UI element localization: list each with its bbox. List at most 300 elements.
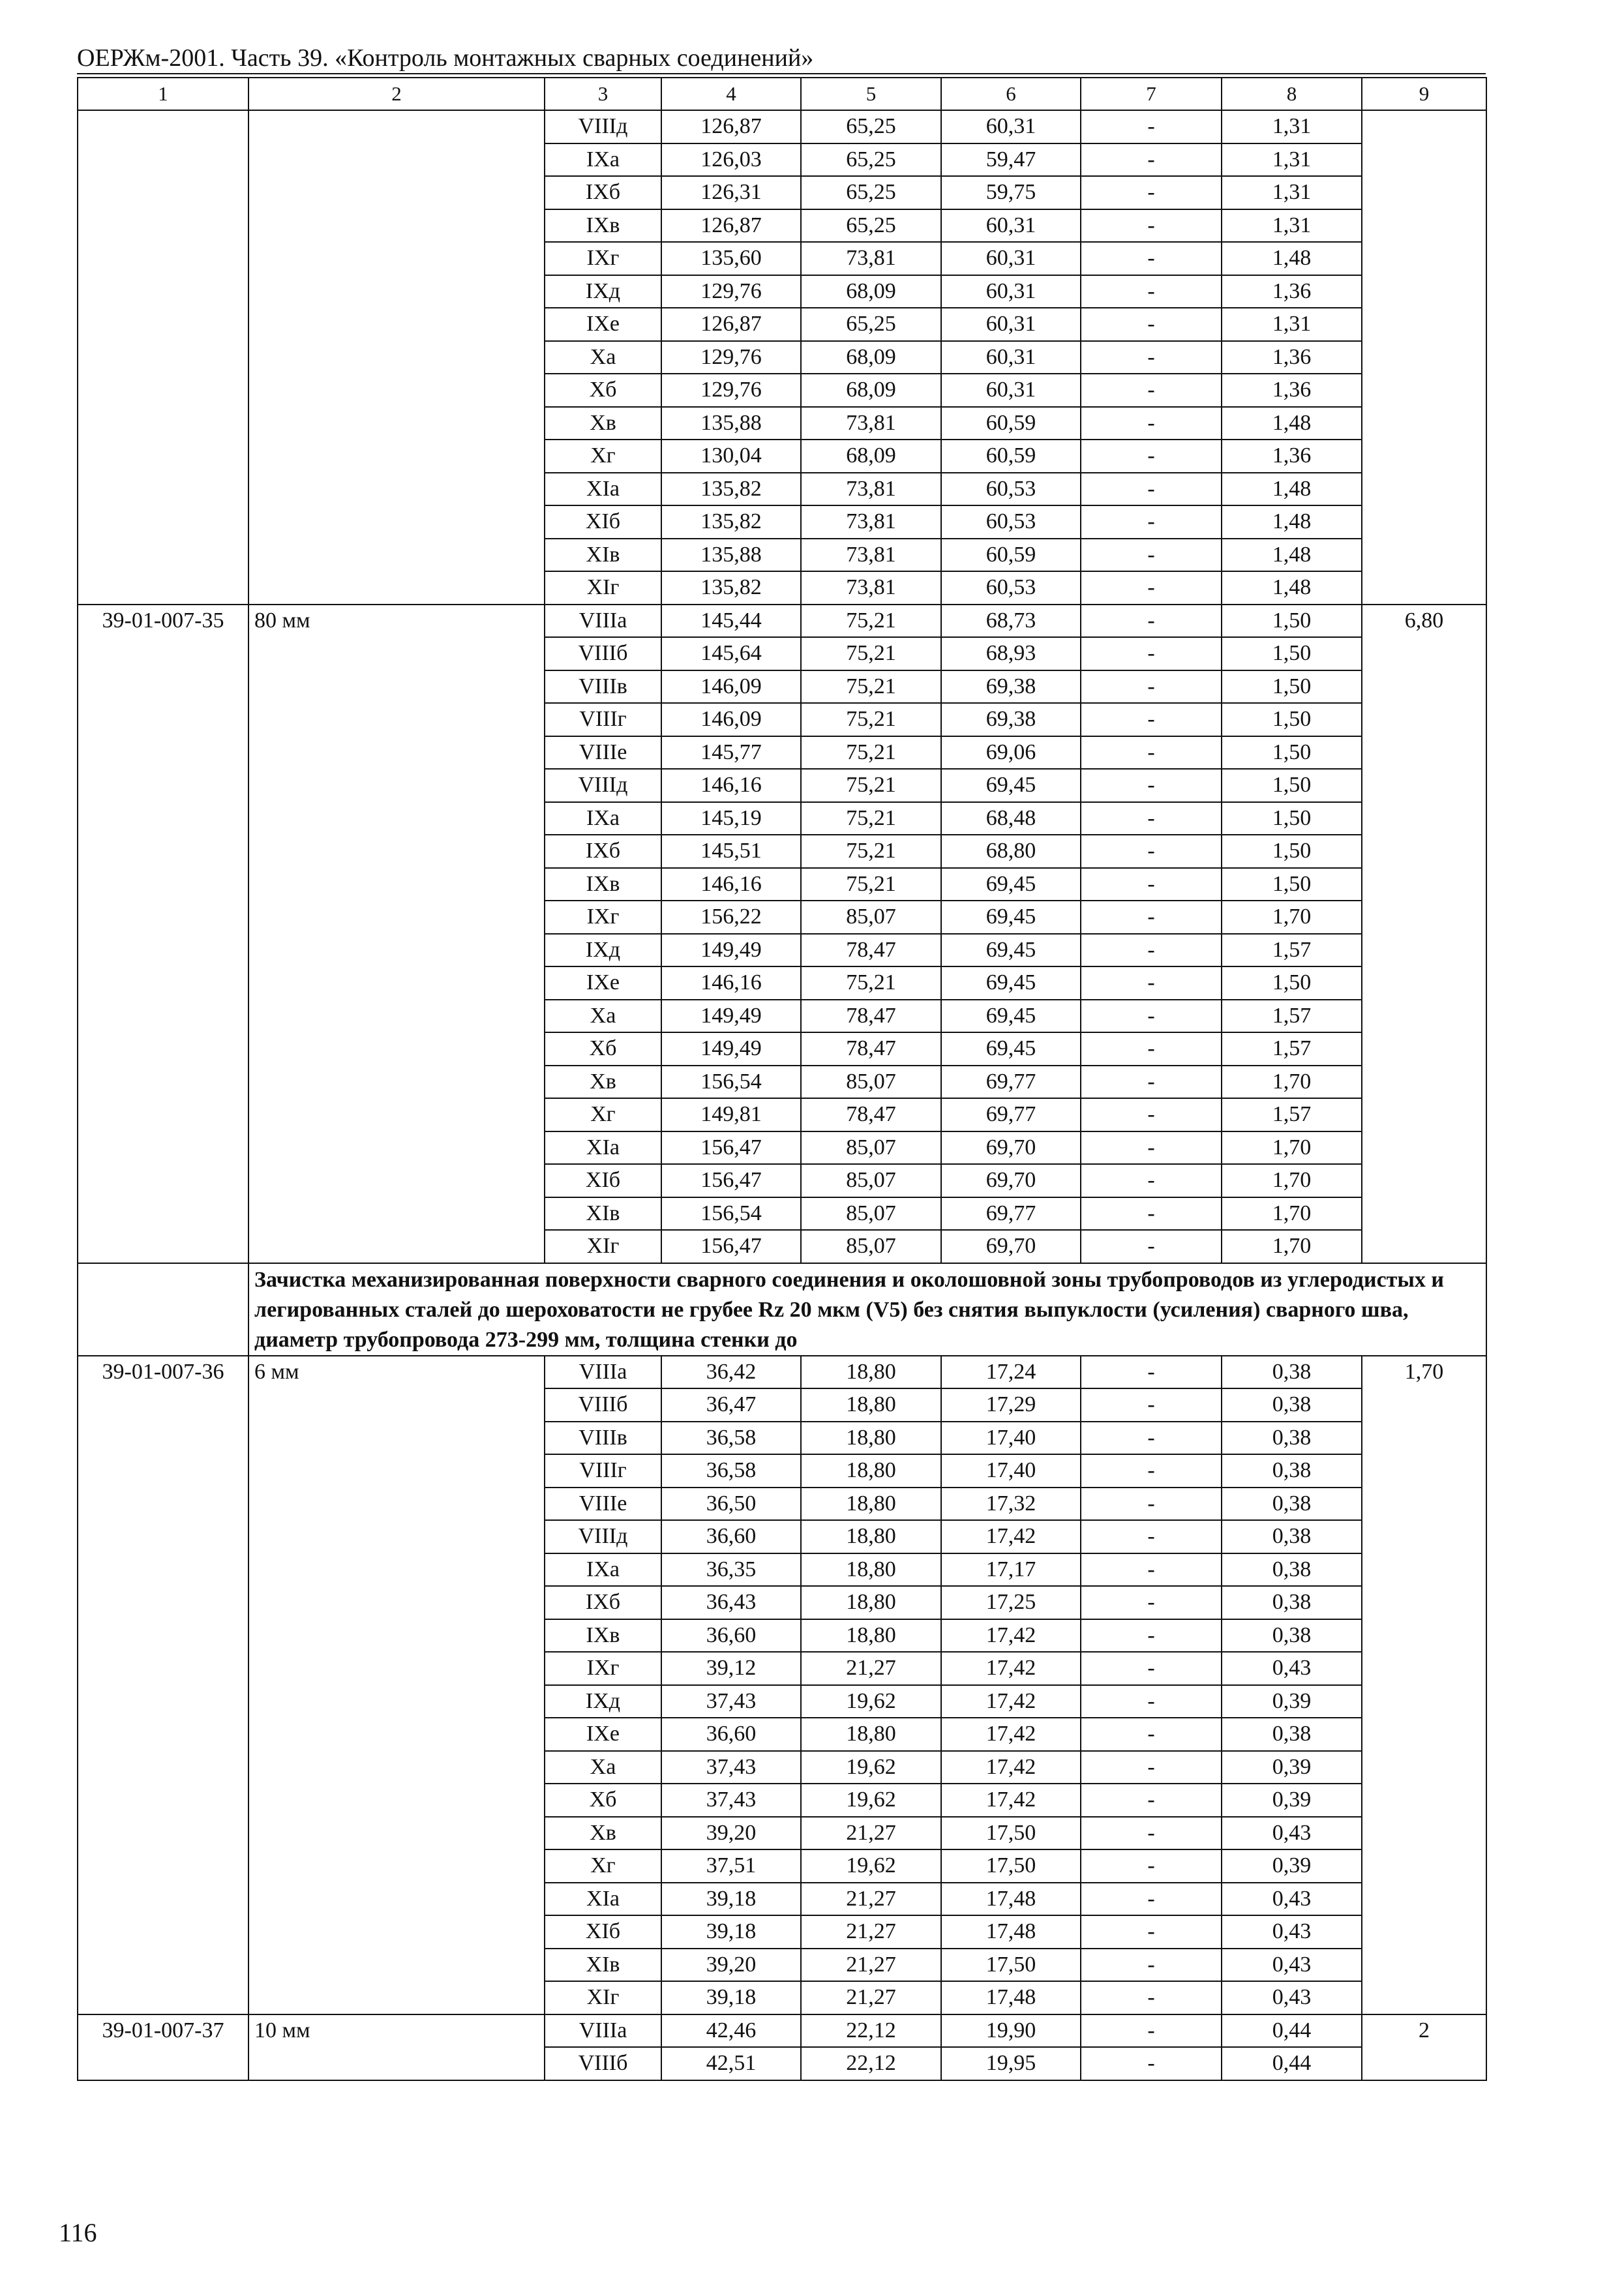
- cell-col-3: Xв: [545, 1066, 661, 1099]
- cell-col-4: 39,18: [661, 1981, 801, 2014]
- thickness-param: 10 мм: [248, 2014, 545, 2080]
- cell-col-7: -: [1081, 901, 1222, 934]
- cell-col-8: 1,31: [1222, 110, 1362, 143]
- cell-col-6: 60,59: [941, 407, 1081, 440]
- cell-col-5: 19,62: [801, 1784, 941, 1817]
- cell-col-7: -: [1081, 1066, 1222, 1099]
- cell-col-5: 18,80: [801, 1488, 941, 1521]
- cell-col-3: VIIIд: [545, 110, 661, 143]
- rate-code: 39-01-007-36: [78, 1356, 248, 2014]
- cell-col-6: 17,42: [941, 1520, 1081, 1553]
- cell-col-5: 75,21: [801, 769, 941, 802]
- cell-col-5: 19,62: [801, 1751, 941, 1784]
- cell-col-7: -: [1081, 966, 1222, 1000]
- cell-col-8: 0,38: [1222, 1619, 1362, 1653]
- cell-col-8: 1,50: [1222, 637, 1362, 670]
- cell-col-5: 75,21: [801, 637, 941, 670]
- cell-col-4: 149,49: [661, 1032, 801, 1066]
- cell-col-3: IXд: [545, 275, 661, 308]
- cell-col-3: IXг: [545, 242, 661, 275]
- cell-col-3: IXе: [545, 966, 661, 1000]
- cell-col-8: 1,31: [1222, 308, 1362, 341]
- cell-col-4: 129,76: [661, 374, 801, 407]
- cell-col-3: Xг: [545, 1098, 661, 1131]
- cell-col-7: -: [1081, 505, 1222, 539]
- cell-col-3: Xв: [545, 407, 661, 440]
- cell-col-3: XIа: [545, 1883, 661, 1916]
- cell-col-6: 17,32: [941, 1488, 1081, 1521]
- cell-col-3: IXд: [545, 934, 661, 967]
- cell-col-5: 18,80: [801, 1454, 941, 1488]
- cell-col-5: 18,80: [801, 1619, 941, 1653]
- cell-col-8: 0,43: [1222, 1915, 1362, 1949]
- cell-col-7: -: [1081, 1981, 1222, 2014]
- cell-col-3: Xг: [545, 1849, 661, 1883]
- section-title: Зачистка механизированная поверхности сварного соединения и околошовной зоны трубопроводов из углеродистых и легированных сталей до шероховатости не грубее Rz 20 мкм (V5) без снятия выпуклости (усиления) сварного шва, диаметр трубопровода 273-299 мм, толщина стенки до: [248, 1263, 1486, 1356]
- cell-col-5: 73,81: [801, 407, 941, 440]
- cell-col-7: -: [1081, 1915, 1222, 1949]
- cell-col-8: 1,36: [1222, 440, 1362, 473]
- col-number: 3: [545, 78, 661, 110]
- cell-col-5: 18,80: [801, 1422, 941, 1455]
- cell-col-4: 39,20: [661, 1949, 801, 1982]
- col-number: 7: [1081, 78, 1222, 110]
- cell-col-7: -: [1081, 1652, 1222, 1685]
- cell-col-3: VIIIа: [545, 1356, 661, 1389]
- cell-col-7: -: [1081, 1784, 1222, 1817]
- cell-col-6: 60,31: [941, 341, 1081, 374]
- cell-col-4: 129,76: [661, 275, 801, 308]
- cell-col-8: 1,50: [1222, 868, 1362, 901]
- cell-col-6: 17,42: [941, 1784, 1081, 1817]
- cell-col-7: -: [1081, 1197, 1222, 1231]
- cell-col-5: 19,62: [801, 1849, 941, 1883]
- cell-col-6: 60,59: [941, 440, 1081, 473]
- cell-col-5: 21,27: [801, 1915, 941, 1949]
- cell-col-6: 17,24: [941, 1356, 1081, 1389]
- cell-col-7: -: [1081, 407, 1222, 440]
- cell-col-7: -: [1081, 1000, 1222, 1033]
- cell-col-8: 1,50: [1222, 769, 1362, 802]
- cell-col-3: XIб: [545, 505, 661, 539]
- cell-col-7: -: [1081, 176, 1222, 209]
- cell-col-6: 60,31: [941, 374, 1081, 407]
- cell-col-4: 126,87: [661, 110, 801, 143]
- cell-col-6: 68,73: [941, 605, 1081, 638]
- cell-col-4: 39,18: [661, 1915, 801, 1949]
- cell-col-5: 19,62: [801, 1685, 941, 1718]
- cell-col-5: 18,80: [801, 1553, 941, 1587]
- cell-col-3: IXа: [545, 143, 661, 177]
- cell-col-5: 73,81: [801, 242, 941, 275]
- cell-col-6: 17,25: [941, 1586, 1081, 1619]
- cell-col-5: 75,21: [801, 868, 941, 901]
- cell-col-8: 0,39: [1222, 1784, 1362, 1817]
- cell-col-7: -: [1081, 1454, 1222, 1488]
- cell-col-3: XIб: [545, 1164, 661, 1197]
- cell-col-5: 21,27: [801, 1981, 941, 2014]
- cell-col-4: 156,47: [661, 1131, 801, 1165]
- cell-col-3: IXб: [545, 176, 661, 209]
- col-number: 8: [1222, 78, 1362, 110]
- cell-col-4: 36,43: [661, 1586, 801, 1619]
- cell-col-7: -: [1081, 209, 1222, 243]
- cell-col-5: 68,09: [801, 275, 941, 308]
- cell-col-3: Xб: [545, 1784, 661, 1817]
- cell-col-7: -: [1081, 440, 1222, 473]
- cell-col-3: VIIIв: [545, 1422, 661, 1455]
- cell-col-5: 18,80: [801, 1356, 941, 1389]
- cell-col-8: 0,44: [1222, 2047, 1362, 2080]
- cell-col-3: XIа: [545, 473, 661, 506]
- cell-col-3: XIг: [545, 1230, 661, 1263]
- col-number: 2: [248, 78, 545, 110]
- cell-col-4: 145,77: [661, 736, 801, 770]
- cell-col-4: 130,04: [661, 440, 801, 473]
- cell-col-7: -: [1081, 1164, 1222, 1197]
- cell-col-3: XIа: [545, 1131, 661, 1165]
- cell-col-6: 17,42: [941, 1718, 1081, 1751]
- cell-col-5: 18,80: [801, 1388, 941, 1422]
- cell-col-8: 1,36: [1222, 374, 1362, 407]
- cell-col-5: 73,81: [801, 571, 941, 605]
- cell-col-4: 36,60: [661, 1520, 801, 1553]
- cell-col-4: 37,43: [661, 1784, 801, 1817]
- cell-col-3: VIIIг: [545, 703, 661, 736]
- cell-col-4: 135,88: [661, 539, 801, 572]
- cell-col-4: 126,03: [661, 143, 801, 177]
- cell-col-7: -: [1081, 1718, 1222, 1751]
- cell-col-4: 146,16: [661, 769, 801, 802]
- cell-col-6: 69,38: [941, 703, 1081, 736]
- cell-col-4: 39,18: [661, 1883, 801, 1916]
- cell-col-5: 65,25: [801, 110, 941, 143]
- cell-col-3: IXе: [545, 308, 661, 341]
- cell-col-7: -: [1081, 670, 1222, 704]
- cell-col-6: 69,70: [941, 1164, 1081, 1197]
- cell-col-5: 78,47: [801, 1000, 941, 1033]
- cell-col-8: 1,50: [1222, 703, 1362, 736]
- cell-col-8: 0,44: [1222, 2014, 1362, 2048]
- cell-col-5: 68,09: [801, 341, 941, 374]
- cell-col-6: 69,70: [941, 1131, 1081, 1165]
- cell-col-8: 0,39: [1222, 1685, 1362, 1718]
- table-row: [78, 110, 1486, 143]
- cell-col-6: 17,50: [941, 1817, 1081, 1850]
- cell-col-6: 60,53: [941, 473, 1081, 506]
- thickness-param: [248, 110, 545, 605]
- cell-col-7: -: [1081, 1098, 1222, 1131]
- cell-col-7: -: [1081, 1230, 1222, 1263]
- cell-col-6: 17,40: [941, 1422, 1081, 1455]
- column-number-row: [78, 78, 1486, 110]
- cell-col-6: 59,47: [941, 143, 1081, 177]
- table-row: [78, 1356, 1486, 1389]
- cell-col-4: 42,51: [661, 2047, 801, 2080]
- cell-col-5: 75,21: [801, 605, 941, 638]
- cell-col-6: 60,31: [941, 275, 1081, 308]
- cell-col-8: 1,70: [1222, 1066, 1362, 1099]
- cell-col-7: -: [1081, 703, 1222, 736]
- cell-col-6: 17,42: [941, 1685, 1081, 1718]
- cell-col-3: VIIIд: [545, 769, 661, 802]
- cell-col-6: 68,48: [941, 802, 1081, 835]
- section-empty-cell: [78, 1263, 248, 1356]
- table-body: [78, 110, 1486, 2080]
- column-9-value: 6,80: [1362, 605, 1486, 1263]
- cell-col-5: 85,07: [801, 1066, 941, 1099]
- cell-col-8: 1,48: [1222, 505, 1362, 539]
- cell-col-3: VIIIб: [545, 637, 661, 670]
- cell-col-6: 59,75: [941, 176, 1081, 209]
- cell-col-8: 1,70: [1222, 1197, 1362, 1231]
- cell-col-4: 37,43: [661, 1685, 801, 1718]
- cell-col-6: 17,50: [941, 1849, 1081, 1883]
- cell-col-4: 145,44: [661, 605, 801, 638]
- cell-col-5: 85,07: [801, 901, 941, 934]
- cell-col-4: 156,54: [661, 1066, 801, 1099]
- cell-col-7: -: [1081, 275, 1222, 308]
- cell-col-6: 17,50: [941, 1949, 1081, 1982]
- cell-col-6: 60,59: [941, 539, 1081, 572]
- cell-col-5: 78,47: [801, 934, 941, 967]
- cell-col-8: 0,38: [1222, 1388, 1362, 1422]
- cell-col-4: 36,42: [661, 1356, 801, 1389]
- cell-col-6: 60,31: [941, 110, 1081, 143]
- cell-col-5: 75,21: [801, 802, 941, 835]
- cell-col-3: XIг: [545, 571, 661, 605]
- thickness-param: 80 мм: [248, 605, 545, 1263]
- cell-col-6: 69,06: [941, 736, 1081, 770]
- cell-col-6: 17,48: [941, 1883, 1081, 1916]
- cell-col-6: 17,42: [941, 1619, 1081, 1653]
- cell-col-3: XIв: [545, 1197, 661, 1231]
- cell-col-3: Xа: [545, 1751, 661, 1784]
- cell-col-7: -: [1081, 1488, 1222, 1521]
- cell-col-6: 17,48: [941, 1981, 1081, 2014]
- cell-col-5: 85,07: [801, 1131, 941, 1165]
- cell-col-7: -: [1081, 802, 1222, 835]
- cell-col-4: 36,58: [661, 1454, 801, 1488]
- cell-col-6: 60,53: [941, 505, 1081, 539]
- cell-col-3: IXг: [545, 1652, 661, 1685]
- cell-col-8: 0,38: [1222, 1488, 1362, 1521]
- cell-col-4: 156,54: [661, 1197, 801, 1231]
- cell-col-4: 36,35: [661, 1553, 801, 1587]
- cell-col-3: VIIIб: [545, 1388, 661, 1422]
- cell-col-7: -: [1081, 1422, 1222, 1455]
- cell-col-3: Xб: [545, 1032, 661, 1066]
- cell-col-4: 146,16: [661, 966, 801, 1000]
- cell-col-4: 149,49: [661, 1000, 801, 1033]
- cell-col-5: 75,21: [801, 703, 941, 736]
- cell-col-3: IXв: [545, 209, 661, 243]
- cell-col-6: 17,17: [941, 1553, 1081, 1587]
- cell-col-6: 19,95: [941, 2047, 1081, 2080]
- cell-col-7: -: [1081, 1619, 1222, 1653]
- cell-col-8: 0,43: [1222, 1981, 1362, 2014]
- cell-col-8: 0,39: [1222, 1849, 1362, 1883]
- cell-col-4: 135,88: [661, 407, 801, 440]
- cell-col-6: 69,77: [941, 1098, 1081, 1131]
- cell-col-5: 18,80: [801, 1718, 941, 1751]
- cell-col-6: 17,42: [941, 1652, 1081, 1685]
- cell-col-7: -: [1081, 110, 1222, 143]
- cell-col-6: 17,29: [941, 1388, 1081, 1422]
- cell-col-8: 0,38: [1222, 1718, 1362, 1751]
- cell-col-6: 17,40: [941, 1454, 1081, 1488]
- table-row: [78, 2014, 1486, 2048]
- cell-col-7: -: [1081, 1586, 1222, 1619]
- cell-col-8: 0,43: [1222, 1883, 1362, 1916]
- cell-col-4: 135,82: [661, 571, 801, 605]
- cell-col-3: VIIIд: [545, 1520, 661, 1553]
- section-heading-row: [78, 1263, 1486, 1356]
- cell-col-8: 1,36: [1222, 275, 1362, 308]
- cell-col-5: 21,27: [801, 1883, 941, 1916]
- cell-col-8: 1,48: [1222, 473, 1362, 506]
- cell-col-8: 0,43: [1222, 1949, 1362, 1982]
- cell-col-3: Xв: [545, 1817, 661, 1850]
- cell-col-3: XIв: [545, 1949, 661, 1982]
- cell-col-5: 65,25: [801, 209, 941, 243]
- cell-col-8: 1,50: [1222, 605, 1362, 638]
- cell-col-8: 0,43: [1222, 1817, 1362, 1850]
- cell-col-3: VIIIа: [545, 605, 661, 638]
- cell-col-7: -: [1081, 868, 1222, 901]
- cell-col-5: 65,25: [801, 143, 941, 177]
- cell-col-8: 1,31: [1222, 209, 1362, 243]
- cell-col-8: 1,70: [1222, 901, 1362, 934]
- cell-col-7: -: [1081, 143, 1222, 177]
- cell-col-3: IXб: [545, 835, 661, 868]
- cell-col-5: 18,80: [801, 1520, 941, 1553]
- cell-col-5: 21,27: [801, 1652, 941, 1685]
- cell-col-8: 1,70: [1222, 1230, 1362, 1263]
- cell-col-3: VIIIг: [545, 1454, 661, 1488]
- cell-col-4: 42,46: [661, 2014, 801, 2048]
- cell-col-4: 126,87: [661, 209, 801, 243]
- cell-col-3: IXа: [545, 1553, 661, 1587]
- rates-table: [77, 77, 1487, 2081]
- cell-col-7: -: [1081, 374, 1222, 407]
- cell-col-6: 69,45: [941, 1000, 1081, 1033]
- cell-col-3: VIIIа: [545, 2014, 661, 2048]
- cell-col-8: 0,39: [1222, 1751, 1362, 1784]
- cell-col-3: VIIIе: [545, 1488, 661, 1521]
- cell-col-4: 135,60: [661, 242, 801, 275]
- cell-col-5: 75,21: [801, 966, 941, 1000]
- cell-col-3: VIIIв: [545, 670, 661, 704]
- cell-col-6: 68,80: [941, 835, 1081, 868]
- cell-col-4: 156,22: [661, 901, 801, 934]
- col-number: 4: [661, 78, 801, 110]
- cell-col-6: 69,45: [941, 868, 1081, 901]
- cell-col-6: 17,48: [941, 1915, 1081, 1949]
- cell-col-6: 17,42: [941, 1751, 1081, 1784]
- cell-col-7: -: [1081, 308, 1222, 341]
- cell-col-4: 36,50: [661, 1488, 801, 1521]
- cell-col-4: 145,51: [661, 835, 801, 868]
- cell-col-3: Xг: [545, 440, 661, 473]
- cell-col-5: 78,47: [801, 1032, 941, 1066]
- cell-col-3: Xб: [545, 374, 661, 407]
- thickness-param: 6 мм: [248, 1356, 545, 2014]
- cell-col-4: 146,16: [661, 868, 801, 901]
- cell-col-5: 68,09: [801, 440, 941, 473]
- cell-col-7: -: [1081, 2014, 1222, 2048]
- col-number: 1: [78, 78, 248, 110]
- cell-col-7: -: [1081, 341, 1222, 374]
- cell-col-4: 149,49: [661, 934, 801, 967]
- cell-col-7: -: [1081, 736, 1222, 770]
- cell-col-5: 21,27: [801, 1949, 941, 1982]
- cell-col-7: -: [1081, 1883, 1222, 1916]
- cell-col-7: -: [1081, 835, 1222, 868]
- col-number: 6: [941, 78, 1081, 110]
- cell-col-7: -: [1081, 539, 1222, 572]
- cell-col-6: 69,45: [941, 966, 1081, 1000]
- cell-col-8: 0,38: [1222, 1422, 1362, 1455]
- cell-col-6: 69,45: [941, 1032, 1081, 1066]
- cell-col-4: 36,60: [661, 1619, 801, 1653]
- cell-col-8: 1,50: [1222, 835, 1362, 868]
- column-9-value: 2: [1362, 2014, 1486, 2080]
- cell-col-4: 36,58: [661, 1422, 801, 1455]
- cell-col-5: 85,07: [801, 1230, 941, 1263]
- cell-col-6: 60,53: [941, 571, 1081, 605]
- cell-col-7: -: [1081, 934, 1222, 967]
- cell-col-8: 0,38: [1222, 1553, 1362, 1587]
- cell-col-8: 1,50: [1222, 966, 1362, 1000]
- cell-col-4: 135,82: [661, 505, 801, 539]
- cell-col-7: -: [1081, 571, 1222, 605]
- cell-col-8: 1,31: [1222, 176, 1362, 209]
- cell-col-4: 135,82: [661, 473, 801, 506]
- table-row: [78, 605, 1486, 638]
- cell-col-7: -: [1081, 637, 1222, 670]
- cell-col-8: 1,36: [1222, 341, 1362, 374]
- cell-col-5: 73,81: [801, 473, 941, 506]
- cell-col-5: 22,12: [801, 2014, 941, 2048]
- cell-col-4: 129,76: [661, 341, 801, 374]
- cell-col-8: 1,48: [1222, 242, 1362, 275]
- cell-col-6: 19,90: [941, 2014, 1081, 2048]
- cell-col-7: -: [1081, 1751, 1222, 1784]
- cell-col-8: 1,31: [1222, 143, 1362, 177]
- cell-col-6: 69,77: [941, 1066, 1081, 1099]
- cell-col-3: IXв: [545, 868, 661, 901]
- cell-col-8: 1,50: [1222, 736, 1362, 770]
- cell-col-8: 1,57: [1222, 1098, 1362, 1131]
- cell-col-5: 65,25: [801, 176, 941, 209]
- cell-col-4: 39,20: [661, 1817, 801, 1850]
- cell-col-3: IXв: [545, 1619, 661, 1653]
- cell-col-7: -: [1081, 1849, 1222, 1883]
- cell-col-8: 1,57: [1222, 934, 1362, 967]
- cell-col-4: 37,43: [661, 1751, 801, 1784]
- cell-col-5: 75,21: [801, 736, 941, 770]
- cell-col-8: 0,38: [1222, 1520, 1362, 1553]
- page-header: ОЕРЖм-2001. Часть 39. «Контроль монтажных сварных соединений»: [77, 44, 814, 72]
- rate-code: [78, 110, 248, 605]
- cell-col-6: 60,31: [941, 209, 1081, 243]
- cell-col-5: 85,07: [801, 1164, 941, 1197]
- cell-col-5: 68,09: [801, 374, 941, 407]
- cell-col-8: 1,57: [1222, 1032, 1362, 1066]
- cell-col-5: 78,47: [801, 1098, 941, 1131]
- cell-col-3: Xа: [545, 341, 661, 374]
